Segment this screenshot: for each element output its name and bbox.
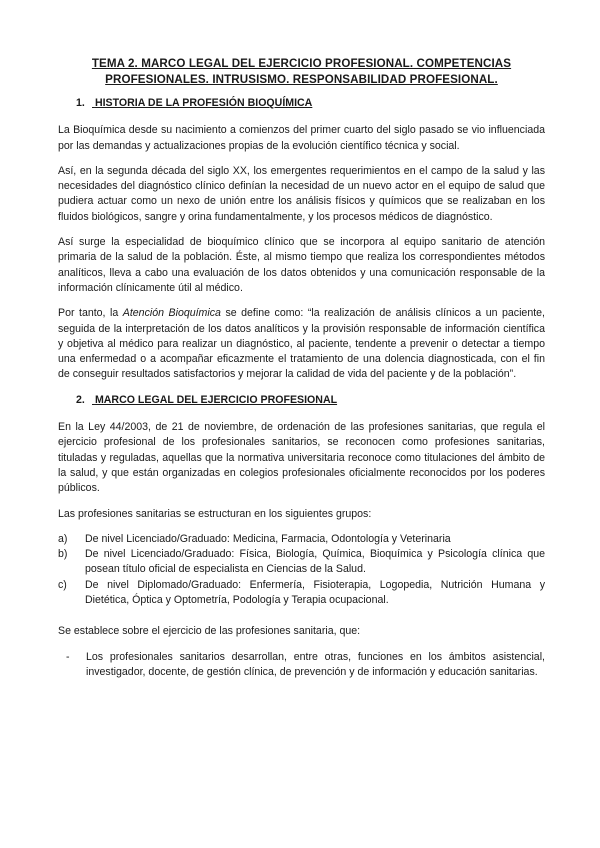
section-2-number: 2. [76, 393, 85, 406]
list-item [58, 532, 545, 547]
list-marker: a) [58, 532, 68, 545]
list-item-text: Los profesionales sanitarios desarrollan, entre otras, funciones en los ámbitos asistencial, investigador, docente, de gestión clínica, de prevención y de información y educación sanitarias. [86, 650, 545, 678]
title-line-1: TEMA 2. MARCO LEGAL DEL EJERCICIO PROFESIONAL. COMPETENCIAS [91, 57, 512, 70]
section-2-paragraph-2: Las profesiones sanitarias se estructuran en los siguientes grupos: [58, 507, 372, 520]
section-1-title: HISTORIA DE LA PROFESIÓN BIOQUÍMICA [94, 97, 313, 109]
section-2-paragraph-3: Se establece sobre el ejercicio de las profesiones sanitaria, que: [58, 625, 361, 638]
list-item [58, 547, 545, 578]
document-title [58, 56, 545, 88]
p4-lead: Por tanto, la [58, 307, 123, 320]
section-1-paragraph-2: Así, en la segunda década del siglo XX, los emergentes requerimientos en el campo de la salud y las necesidades del diagnóstico clínico definían la necesidad de un nuevo actor en el equipo de salud que pudiera actuar como un nexo de unión entre los análisis físicos y químicos que se realizaban en los fluidos biológicos, sangre y orina fundamentalmente, y los procesos médicos de diagnóstico. [58, 164, 545, 223]
dash-marker: - [66, 650, 70, 663]
list-item-text: De nivel Licenciado/Graduado: Física, Biología, Química, Bioquímica y Psicología clínica que posean título oficial de especialista en Ciencias de la Salud. [85, 548, 545, 576]
profession-groups-list [58, 532, 545, 608]
list-marker: b) [58, 548, 68, 561]
section-1-paragraph-4 [58, 306, 545, 382]
section-1-number: 1. [76, 97, 85, 109]
p4-definition: se define como: “la realización de análisis clínicos a un paciente, seguida de la interpretación de los datos analíticos y la provisión responsable de información científica y objetiva al médico para realizar un diagnóstico, al paciente, tendente a prevenir o detectar a tiempo una enfermedad o a acompañar eficazmente el tratamiento de una dolencia diagnosticada, con el fin de conseguir resultados satisfactorios y mejorar la calidad de vida del paciente y de la población”. [58, 307, 545, 381]
list-marker: c) [58, 578, 67, 591]
section-1-paragraph-3: Así surge la especialidad de bioquímico clínico que se incorpora al equipo sanitario de atención primaria de la salud de la población. Éste, al mismo tiempo que realiza los correspondientes métodos analíticos, lleva a cabo una evaluación de los datos obtenidos y una comunicación responsable de la información clínicamente útil al médico. [58, 236, 545, 294]
section-2-title: MARCO LEGAL DEL EJERCICIO PROFESIONAL [94, 393, 338, 406]
list-item-text: De nivel Licenciado/Graduado: Medicina, Farmacia, Odontología y Veterinaria [85, 532, 451, 545]
title-line-2: PROFESIONALES. INTRUSISMO. RESPONSABILIDAD PROFESIONAL. [105, 73, 498, 86]
list-item [58, 650, 545, 681]
section-1-paragraph-1: La Bioquímica desde su nacimiento a comienzos del primer cuarto del siglo pasado se vio influenciada por las demandas y actualizaciones propias de la evolución científico técnica y social. [58, 124, 545, 152]
atencion-bioquimica-term: Atención Bioquímica [122, 307, 221, 320]
functions-list [58, 650, 545, 681]
section-2-heading [58, 393, 545, 408]
section-2-paragraph-1: En la Ley 44/2003, de 21 de noviembre, de ordenación de las profesiones sanitarias, que regula el ejercicio profesional de los profesionales sanitarios, se reconocen como profesiones sanitarias, tituladas y reguladas, aquellas que la normativa universitaria reconoce como titulaciones del ámbito de la salud, y que están organizadas en colegios profesionales oficialmente reconocidos por los poderes públicos. [58, 421, 545, 495]
list-item-text: De nivel Diplomado/Graduado: Enfermería, Fisioterapia, Logopedia, Nutrición Humana y Dietética, Óptica y Optometría, Podología y Terapia ocupacional. [85, 578, 545, 607]
list-item [58, 578, 545, 609]
section-1-heading [58, 96, 545, 111]
